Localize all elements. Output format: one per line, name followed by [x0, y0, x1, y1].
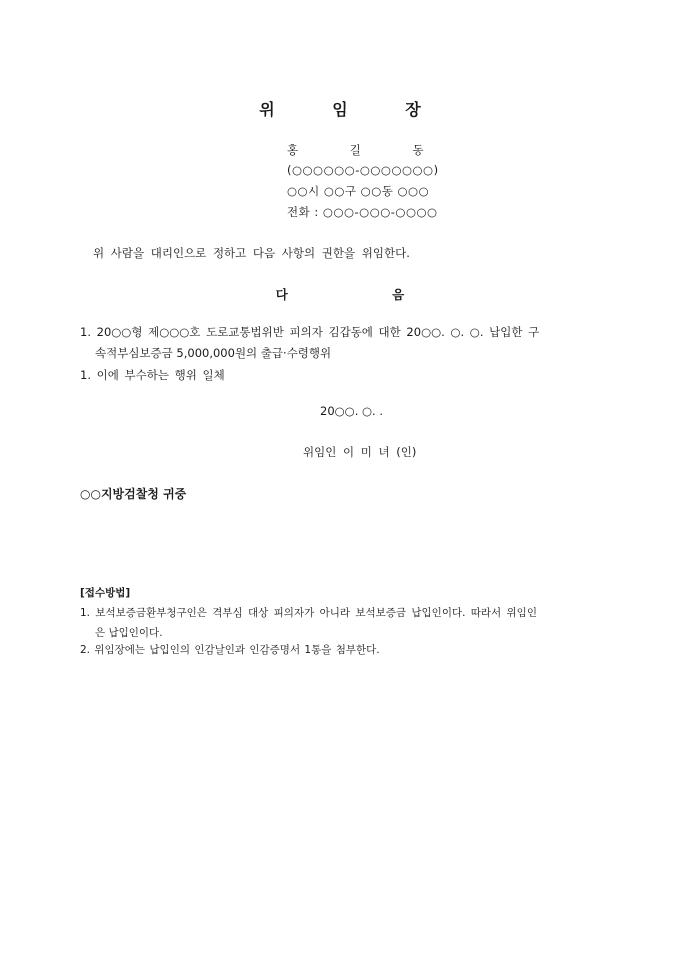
delegate-id-number: (○○○○○○-○○○○○○○)	[287, 163, 439, 177]
delegated-item-1-continued: 속적부심보증금 5,000,000원의 출급·수령행위	[95, 346, 332, 360]
filing-note-1: 1. 보석보증금환부청구인은 격부심 대상 피의자가 아니라 보석보증금 납입인이다. 따라서 위임인	[80, 607, 537, 619]
addressee: ○○지방검찰청 귀중	[80, 487, 187, 501]
document-date: 20○○. ○. .	[320, 404, 384, 418]
intro-sentence: 위 사람을 대리인으로 정하고 다음 사항의 권한을 위임한다.	[93, 246, 410, 260]
delegated-item-2: 1. 이에 부수하는 행위 일체	[80, 368, 225, 382]
delegator-signature: 위임인 이 미 녀 (인)	[303, 445, 417, 459]
section-heading: 다 음	[275, 287, 455, 302]
document-title: 위 임 장	[259, 100, 447, 119]
filing-method-title: [접수방법]	[80, 587, 131, 599]
delegate-name: 홍 길 동	[287, 143, 448, 157]
delegate-address: ○○시 ○○구 ○○동 ○○○	[287, 184, 430, 198]
delegated-item-1: 1. 20○○형 제○○○호 도로교통법위반 피의자 김갑동에 대한 20○○. ○. ○. 납입한 구	[80, 325, 540, 339]
filing-note-2: 2. 위임장에는 납입인의 인감날인과 인감증명서 1통을 첨부한다.	[80, 644, 380, 656]
filing-note-1-continued: 은 납입인이다.	[95, 627, 163, 639]
delegate-phone: 전화 : ○○○-○○○-○○○○	[287, 205, 438, 219]
